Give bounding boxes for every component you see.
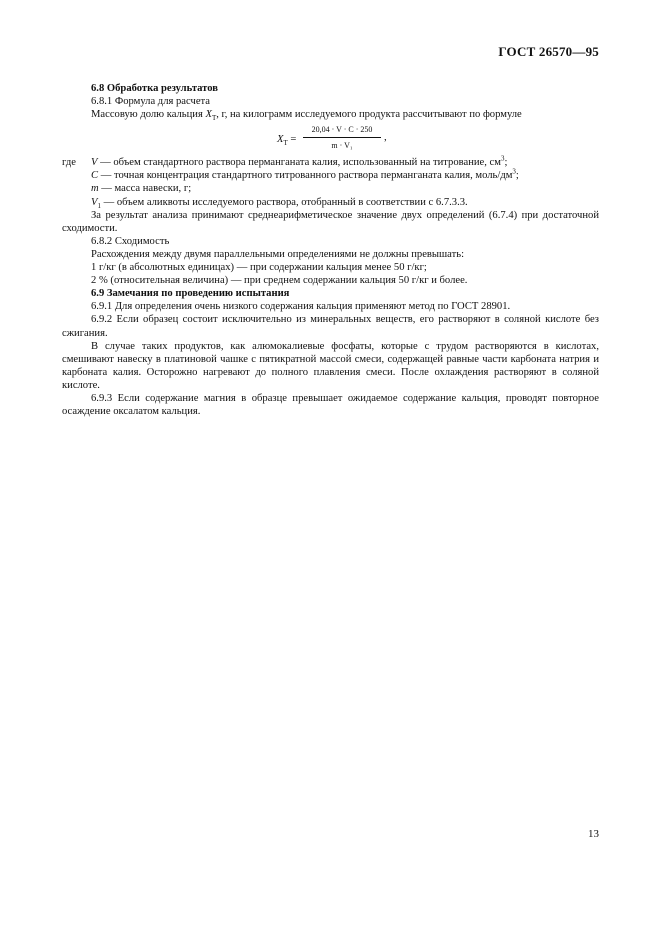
result-note: За результат анализа принимают среднеарифметическое значение двух определений (6.7.4) при достаточной сходимости. xyxy=(62,209,599,234)
subsection-6-8-1-title: 6.8.1 Формула для расчета xyxy=(91,96,210,108)
formula-intro-text-end: , г, на килограмм исследуемого продукта рассчитывают по формуле xyxy=(216,109,522,121)
definition-line xyxy=(62,196,599,209)
standard-header: ГОСТ 26570—95 xyxy=(498,44,599,59)
formula-denominator: m · V₁ xyxy=(331,141,353,151)
paragraph-phosphates: В случае таких продуктов, как алюмокалиевые фосфаты, которые с трудом растворяются в кислотах, смешивают навеску в платиновой чашке с пятикратной массой смеси, содержащей равные части карбоната натрия и карбоната калия. Осторожно нагревают до полного плавления смеси. После охлаждения растворяют в соляной кислоте. xyxy=(62,340,599,391)
convergence-intro: Расхождения между двумя параллельными определениями не должны превышать: xyxy=(91,248,465,260)
definition-line xyxy=(62,169,599,182)
definition-subscript: 1 xyxy=(97,201,101,210)
definition-symbol: C xyxy=(91,170,99,182)
subsection-6-8-2-title: 6.8.2 Сходимость xyxy=(91,235,170,247)
definition-superscript: 3 xyxy=(500,154,505,163)
definition-symbol: m xyxy=(91,183,99,195)
formula-lhs-variable: X xyxy=(277,134,284,146)
formula-intro xyxy=(62,108,599,121)
definition-line xyxy=(62,156,599,169)
formula-lhs xyxy=(277,133,296,146)
definition-symbol: V xyxy=(91,157,98,169)
calcium-formula xyxy=(62,123,599,156)
formula-intro-text: Массовую долю кальция xyxy=(91,109,206,121)
definition-end: ; xyxy=(515,170,519,182)
definition-text: — масса навески, г; xyxy=(98,183,192,195)
paragraph-6-9-1: 6.9.1 Для определения очень низкого содержания кальция применяют метод по ГОСТ 28901. xyxy=(91,301,511,313)
formula-numerator: 20,04 · V · C · 250 xyxy=(303,123,381,138)
variable-definitions xyxy=(62,156,599,208)
page-number: 13 xyxy=(588,828,599,840)
formula-lhs-subscript: T xyxy=(283,139,288,148)
formula-comma: , xyxy=(384,131,387,144)
definition-text: — объем аликвоты исследуемого раствора, отобранный в соответствии с 6.7.3.3. xyxy=(100,196,468,208)
definition-line xyxy=(62,182,599,195)
section-6-8-title: 6.8 Обработка результатов xyxy=(91,83,218,94)
where-label: где xyxy=(62,157,76,169)
formula-intro-subscript: T xyxy=(211,114,217,123)
definition-text: — объем стандартного раствора перманганата калия, использованный на титрование, см xyxy=(97,157,501,169)
formula-intro-variable: X xyxy=(205,109,212,121)
definition-superscript: 3 xyxy=(512,167,516,176)
convergence-absolute: 1 г/кг (в абсолютных единицах) — при содержании кальция менее 50 г/кг; xyxy=(91,262,427,274)
formula-fraction xyxy=(303,123,381,152)
definition-end: ; xyxy=(504,157,508,169)
paragraph-6-9-3: 6.9.3 Если содержание магния в образце превышает ожидаемое содержание кальция, проводят повторное осаждение оксалатом кальция. xyxy=(62,392,599,418)
document-body xyxy=(62,82,599,418)
section-6-9-title: 6.9 Замечания по проведению испытания xyxy=(91,288,290,300)
definition-text: — точная концентрация стандартного титрованного раствора перманганата калия, моль/дм xyxy=(98,170,513,182)
convergence-relative: 2 % (относительная величина) — при среднем содержании кальция 50 г/кг и более. xyxy=(91,275,468,287)
formula-equals: = xyxy=(287,134,297,146)
paragraph-6-9-2: 6.9.2 Если образец состоит исключительно из минеральных веществ, его растворяют в соляной кислоте без сжигания. xyxy=(62,314,599,339)
definition-symbol: V xyxy=(91,196,98,208)
